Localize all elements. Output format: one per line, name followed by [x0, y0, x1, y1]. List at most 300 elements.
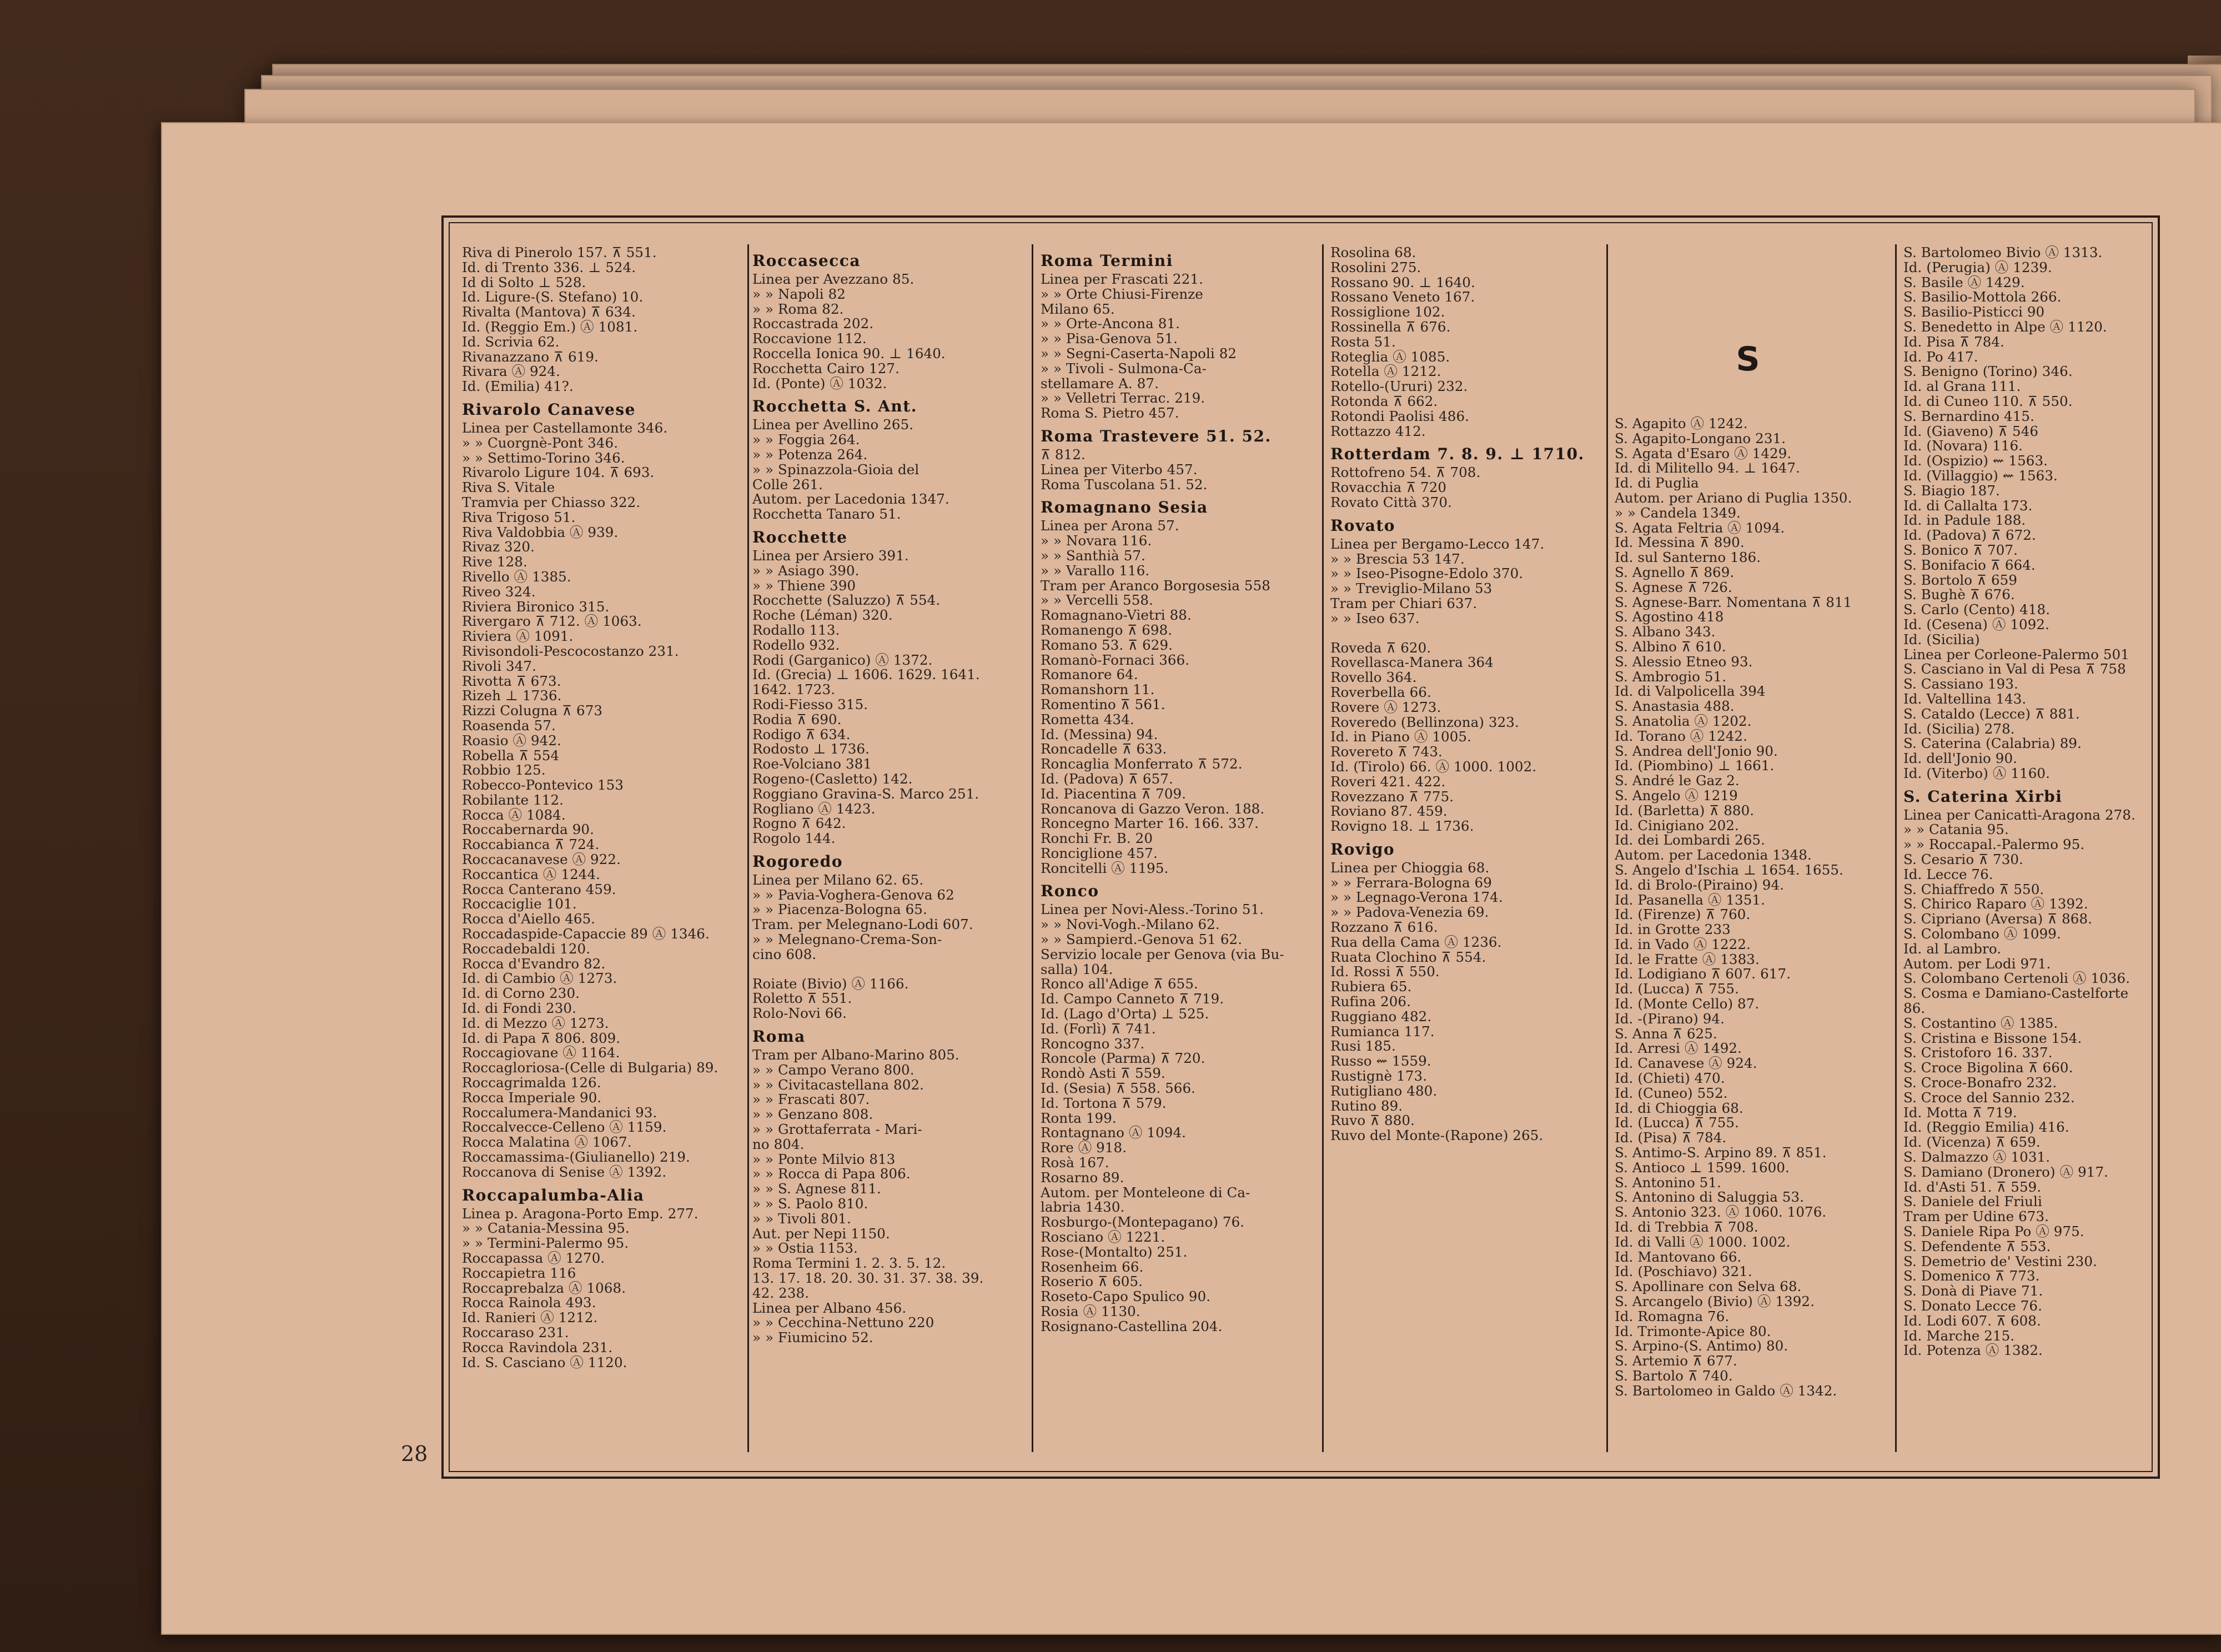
station-entry: » » Cecchina-Nettuno 220: [752, 1314, 934, 1331]
station-entry: Ruata Clochino ⊼ 554.: [1330, 948, 1486, 965]
entry-spacer: [1330, 626, 1605, 641]
station-entry: Rivarolo Ligure 104. ⊼ 693.: [462, 464, 655, 481]
station-entry: S. Bortolo ⊼ 659: [1903, 571, 2018, 588]
station-entry: S. Albino ⊼ 610.: [1615, 638, 1726, 655]
station-entry: S. Costantino Ⓐ 1385.: [1903, 1015, 2058, 1031]
station-heading: Roccasecca: [752, 252, 861, 270]
station-entry: » » Roccapal.-Palermo 95.: [1903, 836, 2085, 853]
station-entry: Rutino 89.: [1330, 1097, 1403, 1114]
station-entry: S. Anna ⊼ 625.: [1615, 1025, 1717, 1042]
station-entry: Id. Pisa ⊼ 784.: [1903, 333, 2004, 350]
station-entry: Id. (Viterbo) Ⓐ 1160.: [1903, 765, 2050, 781]
station-entry: S. Casciano in Val di Pesa ⊼ 758: [1903, 661, 2126, 677]
station-entry: Rovato Città 370.: [1330, 494, 1452, 510]
station-entry: Id. (Reggio Emilia) 416.: [1903, 1119, 2069, 1136]
station-entry: » » Catania 95.: [1903, 821, 2009, 838]
column-separator: [1032, 244, 1033, 1452]
station-entry: S. Cipriano (Aversa) ⊼ 868.: [1903, 911, 2093, 927]
station-entry: » » Asiago 390.: [752, 562, 860, 579]
station-entry: Id. di Cambio Ⓐ 1273.: [462, 970, 617, 987]
station-entry: Id. Rossi ⊼ 550.: [1330, 963, 1440, 980]
station-entry: Rodosto ⊥ 1736.: [752, 741, 870, 757]
station-entry: S. Andrea dell'Jonio 90.: [1615, 742, 1778, 759]
station-entry: S. Bartolomeo in Galdo Ⓐ 1342.: [1615, 1382, 1837, 1399]
station-entry: Servizio locale per Genova (via Bu-: [1041, 946, 1284, 962]
station-entry: Rosciano Ⓐ 1221.: [1041, 1229, 1165, 1246]
station-entry: Id. Tortona ⊼ 579.: [1041, 1094, 1167, 1111]
station-entry: Id. in Piano Ⓐ 1005.: [1330, 729, 1472, 745]
station-entry: Id. Campo Canneto ⊼ 719.: [1041, 991, 1224, 1007]
station-entry: Rosenheim 66.: [1041, 1258, 1144, 1275]
station-entry: Id. (Grecia) ⊥ 1606. 1629. 1641.: [752, 666, 980, 683]
station-entry: Ronco all'Adige ⊼ 655.: [1041, 976, 1198, 992]
index-column-5: [1615, 416, 1890, 1455]
station-entry: Id. (Perugia) Ⓐ 1239.: [1903, 259, 2052, 275]
station-entry: Rosta 51.: [1330, 333, 1396, 350]
station-entry: Id. (Pisa) ⊼ 784.: [1615, 1129, 1727, 1146]
station-entry: S. Apollinare con Selva 68.: [1615, 1278, 1802, 1295]
station-entry: Id. (Padova) ⊼ 672.: [1903, 527, 2036, 544]
station-entry: Roccaraso 231.: [462, 1324, 569, 1340]
station-entry: Rore Ⓐ 918.: [1041, 1139, 1127, 1156]
station-entry: S. Cesario ⊼ 730.: [1903, 851, 2023, 868]
station-entry: » » Genzano 808.: [752, 1106, 873, 1123]
station-heading: Roccapalumba-Alia: [462, 1186, 645, 1204]
station-entry: S. Carlo (Cento) 418.: [1903, 601, 2051, 618]
station-entry: » » Campo Verano 800.: [752, 1061, 914, 1078]
station-entry: Rivoli 347.: [462, 657, 536, 674]
station-entry: Roncadelle ⊼ 633.: [1041, 741, 1167, 757]
station-entry: Romanò-Fornaci 366.: [1041, 651, 1190, 668]
station-entry: Romagnano-Vietri 88.: [1041, 607, 1192, 624]
station-entry: S. Cristoforo 16. 337.: [1903, 1045, 2053, 1061]
station-entry: Roccadebaldi 120.: [462, 940, 591, 957]
section-letter: S: [1736, 340, 1760, 379]
station-entry: Romentino ⊼ 561.: [1041, 696, 1165, 712]
station-entry: Romanore 64.: [1041, 666, 1138, 683]
index-column-2: [752, 245, 1027, 1456]
station-entry: Id. (Sicilia): [1903, 631, 1980, 647]
station-entry: Linea per Avellino 265.: [752, 416, 914, 433]
station-heading: Rovato: [1330, 516, 1395, 535]
station-entry: Roiate (Bivio) Ⓐ 1166.: [752, 975, 909, 992]
station-entry: Aut. per Nepi 1150.: [752, 1225, 890, 1242]
station-entry: » » Pavia-Voghera-Genova 62: [752, 886, 954, 903]
station-entry: Id. in Grotte 233: [1615, 921, 1731, 938]
station-entry: S. Agostino 418: [1615, 609, 1724, 625]
station-entry: Rogeno-(Casletto) 142.: [752, 770, 913, 787]
station-entry: Rossiglione 102.: [1330, 304, 1445, 320]
station-entry: Id. Messina ⊼ 890.: [1615, 534, 1745, 551]
station-entry: Rivalta (Mantova) ⊼ 634.: [462, 304, 636, 320]
station-entry: Tram per Udine 673.: [1903, 1208, 2049, 1225]
station-entry: Linea per Albano 456.: [752, 1299, 907, 1316]
station-entry: Id. (Padova) ⊼ 657.: [1041, 770, 1173, 787]
station-entry: Rotella Ⓐ 1212.: [1330, 363, 1441, 380]
station-entry: Linea per Arona 57.: [1041, 518, 1179, 534]
station-entry: Id. (Monte Cello) 87.: [1615, 996, 1760, 1012]
station-entry: Rocchette (Saluzzo) ⊼ 554.: [752, 592, 941, 609]
station-entry: Roccagiovane Ⓐ 1164.: [462, 1045, 620, 1061]
station-entry: Rodi-Fiesso 315.: [752, 696, 868, 712]
station-entry: Rocchetta Cairo 127.: [752, 360, 900, 376]
station-entry: » » Rocca di Papa 806.: [752, 1166, 911, 1182]
station-entry: Id. Pasanella Ⓐ 1351.: [1615, 891, 1765, 908]
station-entry: » » S. Agnese 811.: [752, 1181, 881, 1197]
station-entry: Rodi (Garganico) Ⓐ 1372.: [752, 651, 933, 668]
station-entry: Ronta 199.: [1041, 1109, 1117, 1126]
station-entry: Rontagnano Ⓐ 1094.: [1041, 1124, 1187, 1141]
station-entry: » » Roma 82.: [752, 300, 844, 317]
station-entry: Id. (Sicilia) 278.: [1903, 720, 2015, 737]
station-entry: Id. al Grana 111.: [1903, 378, 2021, 395]
station-entry: S. Arcangelo (Bivio) Ⓐ 1392.: [1615, 1293, 1815, 1310]
station-entry: Rubiera 65.: [1330, 978, 1412, 995]
station-entry: S. Cosma e Damiano-Castelforte: [1903, 985, 2129, 1002]
station-entry: Rocca Imperiale 90.: [462, 1089, 602, 1106]
station-heading: Rocchette: [752, 528, 848, 546]
station-entry: Roccagloriosa-(Celle di Bulgaria) 89.: [462, 1060, 718, 1076]
station-entry: Id. Lecce 76.: [1903, 866, 1993, 882]
station-entry: S. Colombano Certenoli Ⓐ 1036.: [1903, 970, 2130, 987]
station-entry: Id. Motta ⊼ 719.: [1903, 1104, 2017, 1121]
station-entry: S. Albano 343.: [1615, 624, 1716, 640]
station-entry: Id. (Reggio Em.) Ⓐ 1081.: [462, 318, 638, 335]
station-entry: 42. 238.: [752, 1284, 810, 1301]
station-entry: Id. (Barletta) ⊼ 880.: [1615, 802, 1755, 819]
station-entry: cino 608.: [752, 946, 817, 962]
station-entry: Rodallo 113.: [752, 621, 840, 638]
station-entry: S. Angelo Ⓐ 1219: [1615, 787, 1738, 804]
station-entry: Roccadaspide-Capaccie 89 Ⓐ 1346.: [462, 926, 710, 942]
station-entry: Rovere Ⓐ 1273.: [1330, 699, 1441, 715]
station-entry: Rivisondoli-Pescocostanzo 231.: [462, 642, 679, 659]
station-entry: Rozzano ⊼ 616.: [1330, 919, 1438, 936]
station-entry: Roccantica Ⓐ 1244.: [462, 866, 601, 882]
station-entry: Robilante 112.: [462, 791, 564, 808]
station-heading: Rocchetta S. Ant.: [752, 397, 917, 416]
station-entry: » » Orte Chiusi-Firenze: [1041, 285, 1203, 302]
station-entry: Id. di Papa ⊼ 806. 809.: [462, 1030, 621, 1046]
station-entry: » » Tivoli - Sulmona-Ca-: [1041, 360, 1207, 376]
station-entry: S. Antimo-S. Arpino 89. ⊼ 851.: [1615, 1144, 1827, 1161]
station-entry: » » Candela 1349.: [1615, 504, 1741, 521]
station-entry: Id. le Fratte Ⓐ 1383.: [1615, 951, 1760, 967]
station-entry: S. Damiano (Dronero) Ⓐ 917.: [1903, 1163, 2109, 1180]
station-heading: S. Caterina Xirbi: [1903, 787, 2063, 806]
station-entry: Ruvo ⊼ 880.: [1330, 1112, 1415, 1129]
station-entry: Id. (Lucca) ⊼ 755.: [1615, 981, 1740, 997]
column-separator: [1606, 244, 1608, 1452]
station-entry: S. Dalmazzo Ⓐ 1031.: [1903, 1149, 2051, 1166]
station-entry: Rogolo 144.: [752, 830, 836, 847]
station-entry: Linea p. Aragona-Porto Emp. 277.: [462, 1205, 699, 1222]
station-entry: » » Iseo 637.: [1330, 610, 1420, 626]
station-entry: Roccamassima-(Giulianello) 219.: [462, 1149, 690, 1166]
station-heading: Rovigo: [1330, 840, 1395, 858]
station-entry: Roma Tuscolana 51. 52.: [1041, 476, 1208, 493]
page-number: 28: [401, 1442, 428, 1466]
station-entry: S. Benedetto in Alpe Ⓐ 1120.: [1903, 318, 2107, 335]
station-entry: Id. (Lago d'Orta) ⊥ 525.: [1041, 1006, 1209, 1022]
station-entry: » » Novara 116.: [1041, 533, 1152, 549]
station-entry: S. Arpino-(S. Antimo) 80.: [1615, 1338, 1788, 1354]
station-entry: Rocchetta Tanaro 51.: [752, 506, 901, 523]
station-entry: Linea per Avezzano 85.: [752, 271, 914, 287]
station-entry: Id. di Valpolicella 394: [1615, 683, 1766, 700]
station-entry: Tram per Albano-Marino 805.: [752, 1047, 959, 1063]
station-entry: Id. in Vado Ⓐ 1222.: [1615, 936, 1751, 952]
station-entry: no 804.: [752, 1136, 805, 1152]
station-entry: Roasio Ⓐ 942.: [462, 732, 561, 749]
station-entry: Rotonda ⊼ 662.: [1330, 393, 1438, 409]
station-heading: Rotterdam 7. 8. 9. ⊥ 1710.: [1330, 445, 1585, 464]
station-entry: » » Ostia 1153.: [752, 1240, 858, 1257]
station-entry: Rocca Rainola 493.: [462, 1294, 596, 1311]
station-entry: Id. dei Lombardi 265.: [1615, 832, 1765, 848]
station-entry: S. Ambrogio 51.: [1615, 668, 1727, 685]
station-entry: Roncanova di Gazzo Veron. 188.: [1041, 800, 1265, 817]
station-entry: S. Antonio 323. Ⓐ 1060. 1076.: [1615, 1204, 1827, 1221]
station-entry: 86.: [1903, 1000, 1926, 1017]
station-entry: Rosolina 68.: [1330, 245, 1416, 260]
station-entry: Rivergaro ⊼ 712. Ⓐ 1063.: [462, 613, 642, 630]
station-heading: Roma Trastevere 51. 52.: [1041, 426, 1272, 445]
station-entry: » » Thiene 390: [752, 577, 856, 594]
station-entry: S. Anastasia 488.: [1615, 698, 1735, 715]
station-entry: » » Santhià 57.: [1041, 547, 1146, 564]
station-entry: Rivara Ⓐ 924.: [462, 363, 560, 380]
station-entry: Ruggiano 482.: [1330, 1008, 1432, 1025]
station-entry: S. Biagio 187.: [1903, 482, 2000, 499]
station-entry: Autom. per Lacedonia 1347.: [752, 491, 949, 508]
station-entry: Rosignano-Castellina 204.: [1041, 1318, 1223, 1334]
station-entry: Rusi 185.: [1330, 1038, 1396, 1055]
station-entry: Roma S. Pietro 457.: [1041, 405, 1179, 421]
station-entry: Roviano 87. 459.: [1330, 803, 1448, 820]
station-entry: Rovezzano ⊼ 775.: [1330, 788, 1454, 805]
station-entry: Linea per Castellamonte 346.: [462, 419, 668, 436]
station-entry: Id. Scrivia 62.: [462, 333, 560, 350]
station-entry: Roncaglia Monferrato ⊼ 572.: [1041, 756, 1243, 772]
station-entry: » » Vercelli 558.: [1041, 592, 1153, 609]
station-entry: » » Velletri Terrac. 219.: [1041, 390, 1205, 406]
station-entry: Rotello-(Ururi) 232.: [1330, 378, 1468, 395]
station-entry: Rovello 364.: [1330, 669, 1417, 686]
station-entry: Id. dell'Jonio 90.: [1903, 750, 2018, 767]
station-entry: S. Croce-Bonafro 232.: [1903, 1074, 2057, 1091]
station-entry: Tram per Chiari 637.: [1330, 595, 1478, 611]
station-entry: Rossano 90. ⊥ 1640.: [1330, 274, 1475, 290]
station-entry: Rivanazzano ⊼ 619.: [462, 348, 599, 365]
station-entry: Id. in Padule 188.: [1903, 512, 2026, 529]
station-entry: Rua della Cama Ⓐ 1236.: [1330, 933, 1502, 950]
station-entry: Id. Torano Ⓐ 1242.: [1615, 727, 1747, 744]
station-entry: S. Artemio ⊼ 677.: [1615, 1353, 1737, 1369]
station-entry: S. Bughè ⊼ 676.: [1903, 586, 2015, 603]
station-entry: Id. Po 417.: [1903, 348, 1978, 365]
station-entry: S. Basile Ⓐ 1429.: [1903, 274, 2025, 290]
station-entry: » » Melegnano-Crema-Son-: [752, 931, 942, 948]
station-entry: Rocca Ⓐ 1084.: [462, 806, 566, 823]
station-entry: Roccapassa Ⓐ 1270.: [462, 1250, 605, 1266]
station-entry: » » Orte-Ancona 81.: [1041, 315, 1180, 332]
station-entry: S. Domenico ⊼ 773.: [1903, 1268, 2040, 1284]
station-entry: Tramvia per Chiasso 322.: [462, 494, 641, 510]
station-entry: Roveredo (Bellinzona) 323.: [1330, 714, 1519, 730]
station-heading: Rogoredo: [752, 852, 843, 871]
station-entry: Roncitelli Ⓐ 1195.: [1041, 860, 1169, 876]
station-entry: S. Daniele del Friuli: [1903, 1193, 2042, 1210]
station-entry: Linea per Bergamo-Lecco 147.: [1330, 535, 1545, 552]
station-entry: S. Agapito-Longano 231.: [1615, 430, 1786, 446]
station-entry: Id. (Sesia) ⊼ 558. 566.: [1041, 1080, 1196, 1097]
station-entry: » » Civitacastellana 802.: [752, 1076, 924, 1093]
station-entry: Rossano Veneto 167.: [1330, 289, 1475, 305]
station-entry: Id. di Valli Ⓐ 1000. 1002.: [1615, 1233, 1791, 1250]
station-entry: S. Agnese ⊼ 726.: [1615, 579, 1732, 595]
station-entry: Id. (Messina) 94.: [1041, 726, 1158, 742]
station-entry: Id. (Vicenza) ⊼ 659.: [1903, 1134, 2041, 1151]
station-entry: Roma Termini 1. 2. 3. 5. 12.: [752, 1255, 946, 1272]
station-entry: S. Bartolo ⊼ 740.: [1615, 1368, 1733, 1384]
station-entry: Roccabianca ⊼ 724.: [462, 836, 600, 853]
station-entry: » » Legnago-Verona 174.: [1330, 889, 1503, 906]
station-entry: Robella ⊼ 554: [462, 747, 560, 764]
station-entry: » » Frascati 807.: [752, 1091, 870, 1108]
station-entry: S. Colombano Ⓐ 1099.: [1903, 926, 2061, 942]
station-entry: Id. di Puglia: [1615, 475, 1699, 491]
station-entry: Autom. per Lacedonia 1348.: [1615, 847, 1812, 863]
station-entry: Id. Ligure-(S. Stefano) 10.: [462, 289, 644, 305]
station-entry: S. Agata Feltria Ⓐ 1094.: [1615, 519, 1785, 536]
station-heading: Roma Termini: [1041, 252, 1173, 270]
column-separator: [1322, 244, 1324, 1452]
station-entry: Rossinella ⊼ 676.: [1330, 318, 1451, 335]
station-entry: S. Antonino di Saluggia 53.: [1615, 1189, 1805, 1206]
station-entry: Roccanova di Senise Ⓐ 1392.: [462, 1163, 667, 1180]
station-entry: » » Iseo-Pisogne-Edolo 370.: [1330, 565, 1524, 582]
station-entry: Roggiano Gravina-S. Marco 251.: [752, 785, 979, 802]
station-entry: Russo ⇜ 1559.: [1330, 1053, 1431, 1069]
station-entry: Id. di Militello 94. ⊥ 1647.: [1615, 460, 1800, 476]
station-entry: Id. (Villaggio) ⇜ 1563.: [1903, 467, 2058, 484]
station-entry: Rovigno 18. ⊥ 1736.: [1330, 818, 1474, 835]
station-entry: S. Cataldo (Lecce) ⊼ 881.: [1903, 705, 2080, 722]
station-entry: Id. di Cuneo 110. ⊼ 550.: [1903, 393, 2073, 409]
station-entry: Tram. per Melegnano-Lodi 607.: [752, 916, 973, 933]
station-entry: Id. Canavese Ⓐ 924.: [1615, 1055, 1757, 1072]
index-column-6: [1903, 245, 2178, 1456]
station-entry: Ronchi Fr. B. 20: [1041, 830, 1153, 847]
station-entry: Roccalvecce-Celleno Ⓐ 1159.: [462, 1119, 667, 1136]
station-entry: Riva Trigoso 51.: [462, 509, 576, 525]
station-entry: Roteglia Ⓐ 1085.: [1330, 348, 1450, 365]
station-entry: Rivaz 320.: [462, 539, 535, 555]
station-entry: Rocca Ravindola 231.: [462, 1339, 613, 1355]
station-entry: Id. Romagna 76.: [1615, 1308, 1730, 1324]
station-entry: Rottofreno 54. ⊼ 708.: [1330, 464, 1481, 481]
station-entry: S. Bonico ⊼ 707.: [1903, 541, 2018, 558]
station-entry: S. Daniele Ripa Po Ⓐ 975.: [1903, 1223, 2084, 1239]
station-entry: S. Chirico Raparo Ⓐ 1392.: [1903, 896, 2088, 912]
station-entry: » » Spinazzola-Gioia del: [752, 461, 919, 478]
station-entry: Rizzi Colugna ⊼ 673: [462, 702, 603, 719]
station-heading: Roma: [752, 1027, 806, 1046]
station-entry: S. Donato Lecce 76.: [1903, 1297, 2043, 1314]
station-entry: S. Caterina (Calabria) 89.: [1903, 735, 2082, 752]
station-entry: Rive 128.: [462, 554, 527, 570]
station-entry: Romanshorn 11.: [1041, 681, 1155, 698]
station-entry: Id. Ranieri Ⓐ 1212.: [462, 1309, 598, 1326]
station-entry: Roe-Volciano 381: [752, 756, 872, 772]
station-entry: Rosà 167.: [1041, 1154, 1109, 1171]
station-entry: labria 1430.: [1041, 1199, 1125, 1216]
station-entry: Id. al Lambro.: [1903, 940, 2002, 957]
station-entry: Linea per Chioggia 68.: [1330, 859, 1490, 876]
station-entry: » » Grottaferrata - Mari-: [752, 1121, 922, 1138]
station-entry: Id. (Lucca) ⊼ 755.: [1615, 1114, 1740, 1131]
station-entry: Roseto-Capo Spulico 90.: [1041, 1288, 1211, 1305]
station-entry: S. Cristina e Bissone 154.: [1903, 1030, 2082, 1046]
station-entry: Id di Solto ⊥ 528.: [462, 274, 586, 290]
station-entry: S. Cassiano 193.: [1903, 676, 2018, 692]
station-entry: Rivello Ⓐ 1385.: [462, 568, 571, 585]
station-entry: Rumianca 117.: [1330, 1023, 1435, 1040]
station-entry: Autom. per Monteleone di Ca-: [1041, 1184, 1250, 1201]
station-entry: Rivotta ⊼ 673.: [462, 672, 561, 689]
column-separator: [747, 244, 749, 1452]
station-entry: Riva S. Vitale: [462, 479, 555, 496]
station-entry: Roserio ⊼ 605.: [1041, 1273, 1143, 1290]
station-entry: Roncegno Marter 16. 166. 337.: [1041, 815, 1259, 832]
station-entry: Id. sul Santerno 186.: [1615, 549, 1761, 566]
station-entry: Id. (Ponte) Ⓐ 1032.: [752, 375, 887, 391]
station-entry: Linea per Frascati 221.: [1041, 271, 1203, 287]
station-entry: S. Basilio-Pisticci 90: [1903, 304, 2045, 320]
station-entry: Linea per Arsiero 391.: [752, 547, 909, 564]
station-entry: Riviera Ⓐ 1091.: [462, 628, 574, 645]
station-entry: » » Pisa-Genova 51.: [1041, 330, 1178, 347]
station-entry: Linea per Corleone-Palermo 501: [1903, 646, 2129, 662]
station-entry: Id. Trimonte-Apice 80.: [1615, 1323, 1771, 1339]
station-entry: Roletto ⊼ 551.: [752, 990, 852, 1007]
station-entry: Roccacanavese Ⓐ 922.: [462, 851, 621, 868]
station-entry: Id. (Poschiavo) 321.: [1615, 1263, 1752, 1280]
station-entry: Id. (Piombino) ⊥ 1661.: [1615, 757, 1775, 774]
station-entry: Id. d'Asti 51. ⊼ 559.: [1903, 1178, 2042, 1195]
station-entry: S. Bartolomeo Bivio Ⓐ 1313.: [1903, 245, 2103, 260]
station-entry: » » Fiumicino 52.: [752, 1329, 873, 1346]
station-entry: S. Bonifacio ⊼ 664.: [1903, 556, 2036, 573]
station-entry: Id. di Callalta 173.: [1903, 497, 2033, 514]
station-entry: Id. (Emilia) 41?.: [462, 378, 574, 395]
station-entry: Id. di Brolo-(Piraino) 94.: [1615, 876, 1785, 893]
station-entry: Rolo-Novi 66.: [752, 1005, 847, 1022]
station-entry: Rotondi Paolisi 486.: [1330, 408, 1470, 424]
station-entry: » » Varallo 116.: [1041, 562, 1150, 579]
station-entry: » » Novi-Vogh.-Milano 62.: [1041, 916, 1220, 933]
station-entry: Tram per Aranco Borgosesia 558: [1041, 577, 1270, 594]
station-entry: Rocca Malatina Ⓐ 1067.: [462, 1134, 632, 1151]
station-entry: Id. Piacentina ⊼ 709.: [1041, 785, 1187, 802]
station-entry: S. Antioco ⊥ 1599. 1600.: [1615, 1159, 1790, 1176]
station-entry: S. Demetrio de' Vestini 230.: [1903, 1253, 2097, 1269]
station-entry: Id. (Cuneo) 552.: [1615, 1084, 1728, 1101]
station-entry: Colle 261.: [752, 476, 823, 493]
station-entry: S. Agnello ⊼ 869.: [1615, 564, 1735, 580]
station-entry: Rocca d'Evandro 82.: [462, 955, 606, 972]
